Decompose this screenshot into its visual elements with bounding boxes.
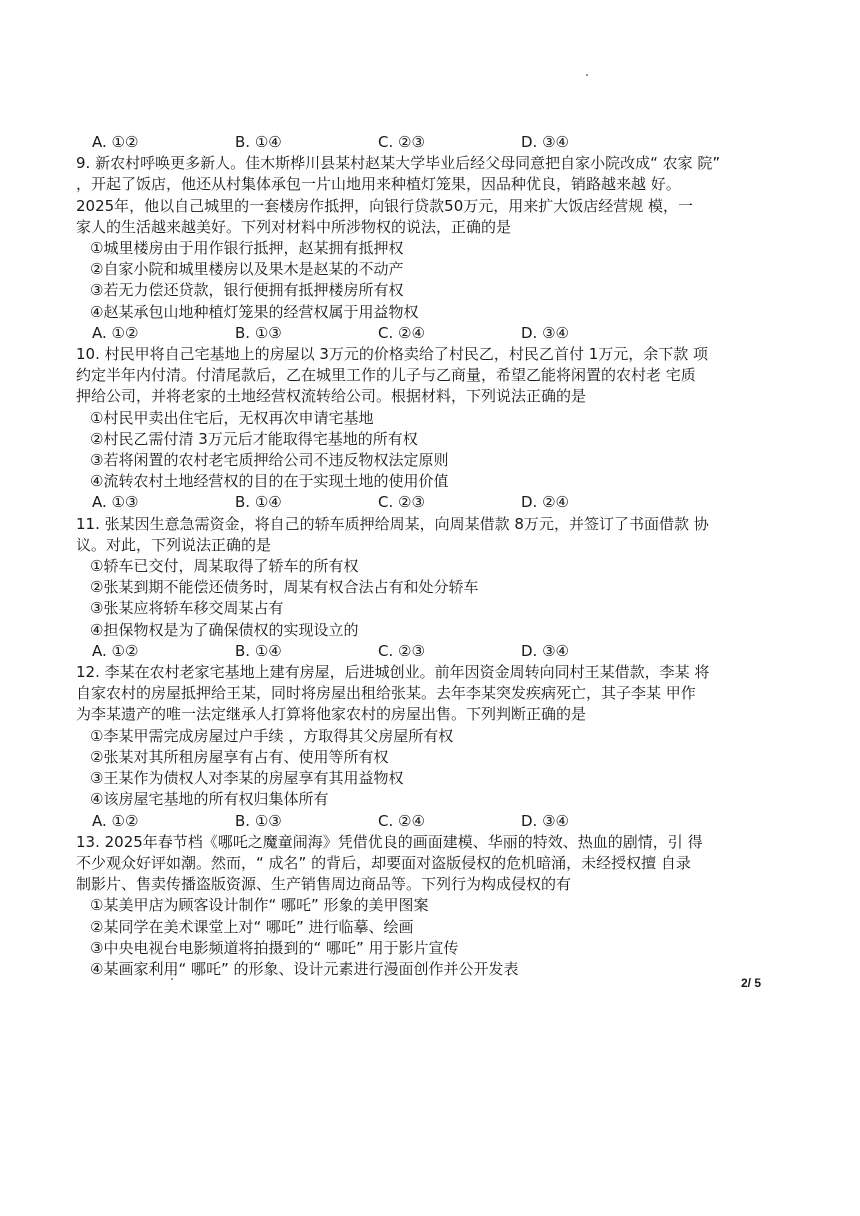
answer-options — [92, 492, 766, 513]
statement: ①轿车已交付，周某取得了轿车的所有权 — [90, 557, 359, 576]
answer-option: A. ①② — [92, 323, 139, 342]
answer-option: C. ②④ — [378, 811, 425, 830]
answer-option: D. ②④ — [521, 493, 569, 512]
question-stem — [76, 662, 766, 726]
answer-option: A. ①② — [92, 641, 139, 660]
stem-line: 13. 2025年春节档《哪吒之魔童闹海》凭借优良的画面建模、华丽的特效、热血的剧情，引 得 — [76, 832, 703, 851]
statement: ④该房屋宅基地的所有权归集体所有 — [90, 790, 329, 809]
stem-line: 为李某遗产的唯一法定继承人打算将他家农村的房屋出售。下列判断正确的是 — [76, 705, 587, 724]
statement: ③张某应将轿车移交周某占有 — [90, 599, 284, 618]
stem-line: 议。对此，下列说法正确的是 — [76, 535, 272, 554]
stem-line: 家人的生活越来越美好。下列对材料中所涉物权的说法，正确的是 — [76, 217, 512, 236]
answer-option: A. ①② — [92, 811, 139, 830]
answer-option: C. ②③ — [378, 641, 425, 660]
statement: ④担保物权是为了确保债权的实现设立的 — [90, 620, 359, 639]
page-number: 2/ 5 — [740, 976, 761, 990]
question-13 — [76, 832, 766, 980]
question-stem — [76, 832, 766, 896]
answer-options — [92, 641, 766, 662]
answer-options — [92, 323, 766, 344]
stem-line: 押给公司，并将老家的土地经营权流转给公司。根据材料，下列说法正确的是 — [76, 387, 587, 406]
answer-option: C. ②③ — [378, 133, 425, 151]
stem-line: ，开起了饭店，他还从村集体承包一片山地用来种植灯笼果，因品种优良，销路越来越 好。 — [76, 175, 681, 194]
stem-line: 9. 新农村呼唤更多新人。佳木斯桦川县某村赵某大学毕业后经父母同意把自家小院改成“ 农家 院” — [76, 154, 721, 173]
statement: ②张某对其所租房屋享有占有、使用等所有权 — [90, 747, 389, 766]
statement: ②自家小院和城里楼房以及果木是赵某的不动产 — [90, 260, 404, 279]
answer-option: D. ③④ — [521, 811, 569, 830]
statement: ④赵某承包山地种植灯笼果的经营权属于用益物权 — [90, 302, 419, 321]
stem-line: 不少观众好评如潮。然而，“ 成名” 的背后，却要面对盗版侵权的危机暗涌，未经授权擅 自录 — [76, 853, 691, 872]
stem-line: 制影片、售卖传播盗版资源、生产销售周边商品等。下列行为构成侵权的有 — [76, 875, 572, 894]
statement: ④某画家利用“ 哪吒” 的形象、设计元素进行漫面创作并公开发表 — [90, 959, 519, 978]
statement: ②村民乙需付清 3万元后才能取得宅基地的所有权 — [90, 429, 418, 448]
answer-option: D. ③④ — [521, 133, 569, 151]
statement: ③若无力偿还贷款，银行便拥有抵押楼房所有权 — [90, 281, 404, 300]
question-10 — [76, 344, 766, 514]
stem-line: 12. 李某在农村老家宅基地上建有房屋，后进城创业。前年因资金周转向同村王某借款，李某 将 — [76, 663, 710, 682]
stem-line: 10. 村民甲将自己宅基地上的房屋以 3万元的价格卖给了村民乙，村民乙首付 1万元，余下款 项 — [76, 345, 709, 364]
answer-option: C. ②③ — [378, 493, 425, 512]
statement: ②某同学在美术课堂上对“ 哪吒” 进行临摹、绘画 — [90, 917, 414, 936]
statement: ①李某甲需完成房屋过户手续 ，方取得其父房屋所有权 — [90, 726, 454, 745]
statement: ①某美甲店为顾客设计制作“ 哪吒” 形象的美甲图案 — [90, 896, 429, 915]
stem-line: 2025年，他以自己城里的一套楼房作抵押，向银行贷款50万元，用来扩大饭店经营规 模，一 — [76, 196, 694, 215]
stem-line: 自家农村的房屋抵押给王某，同时将房屋出租给张某。去年李某突发疾病死亡，其子李某 甲作 — [76, 684, 696, 703]
statement: ②张某到期不能偿还债务时，周某有权合法占有和处分轿车 — [90, 578, 479, 597]
answer-option: C. ②④ — [378, 323, 425, 342]
question-9 — [76, 153, 766, 344]
statement: ①村民甲卖出住宅后，无权再次申请宅基地 — [90, 408, 374, 427]
answer-option: B. ①④ — [235, 493, 282, 512]
scan-speck — [586, 74, 588, 76]
question-12 — [76, 662, 766, 832]
question-11 — [76, 514, 766, 662]
answer-option: A. ①③ — [92, 493, 139, 512]
answer-option: B. ①③ — [235, 811, 282, 830]
question-list — [76, 132, 766, 980]
question-stem — [76, 344, 766, 408]
statement: ③若将闲置的农村老宅质押给公司不违反物权法定原则 — [90, 451, 449, 470]
stem-line: 约定半年内付清。付清尾款后，乙在城里工作的儿子与乙商量，希望乙能将闲置的农村老 宅质 — [76, 366, 696, 385]
stem-line: 11. 张某因生意急需资金，将自己的轿车质押给周某，向周某借款 8万元，并签订了书面借款 协 — [76, 514, 709, 533]
answer-options — [92, 132, 766, 153]
statement: ③中央电视台电影频道将拍摄到的“ 哪吒” 用于影片宣传 — [90, 938, 459, 957]
question-stem — [76, 153, 766, 238]
answer-option: D. ③④ — [521, 641, 569, 660]
answer-option: A. ①② — [92, 133, 139, 151]
statement: ①城里楼房由于用作银行抵押，赵某拥有抵押权 — [90, 239, 404, 258]
answer-option: B. ①④ — [235, 641, 282, 660]
statement: ③王某作为债权人对李某的房屋享有其用益物权 — [90, 769, 404, 788]
statement: ④流转农村土地经营权的目的在于实现土地的使用价值 — [90, 472, 449, 491]
answer-option: B. ①③ — [235, 323, 282, 342]
question-stem — [76, 514, 766, 556]
answer-option: B. ①④ — [235, 133, 282, 151]
answer-options — [92, 811, 766, 832]
answer-option: D. ③④ — [521, 323, 569, 342]
